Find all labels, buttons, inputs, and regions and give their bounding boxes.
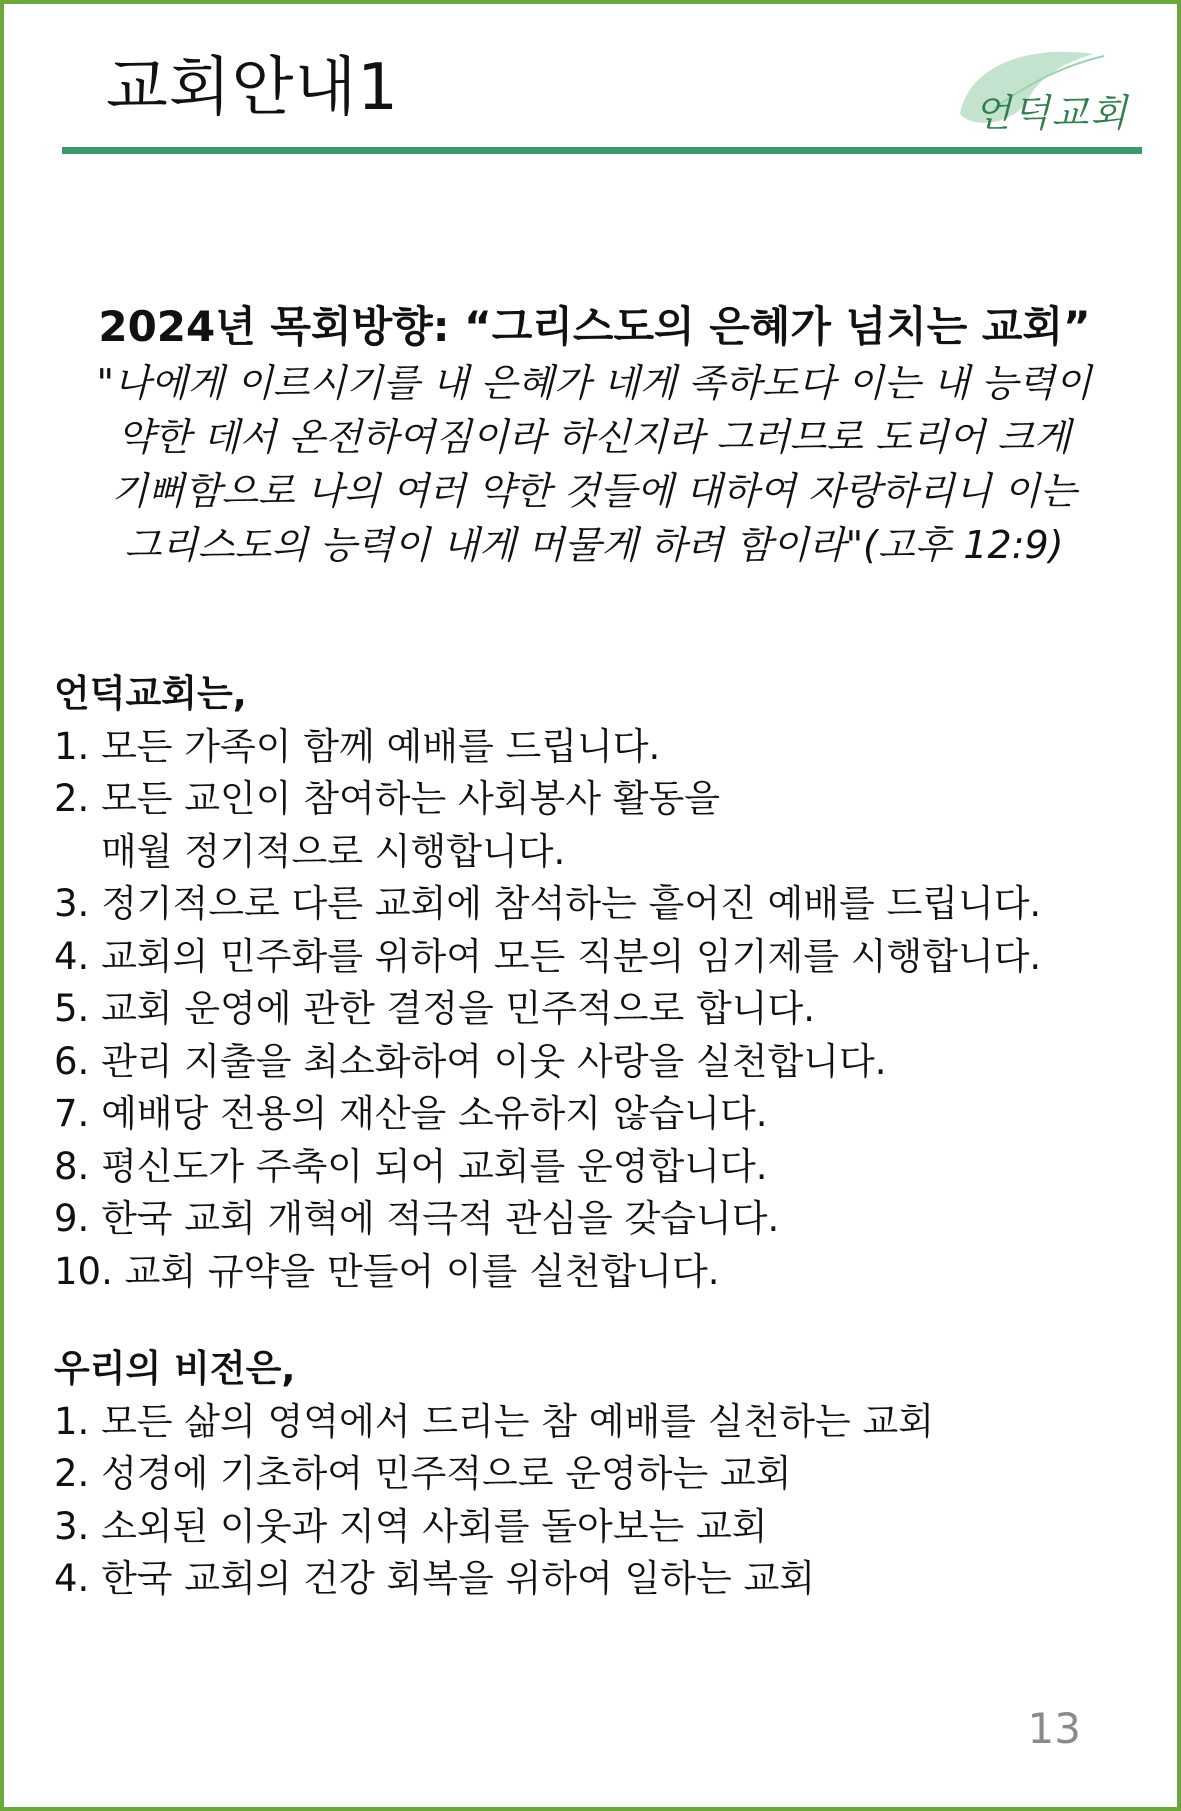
list-item: 2. 모든 교인이 참여하는 사회봉사 활동을: [54, 777, 720, 820]
ministry-motto: 2024년 목회방향: “그리스도의 은혜가 넘치는 교회”: [98, 302, 1091, 351]
list-item: 4. 한국 교회의 건강 회복을 위하여 일하는 교회: [54, 1557, 815, 1600]
section-heading: 우리의 비전은,: [54, 1347, 296, 1390]
list-item: 9. 한국 교회 개혁에 적극적 관심을 갖습니다.: [54, 1197, 780, 1240]
list-item: 3. 소외된 이웃과 지역 사회를 돌아보는 교회: [54, 1504, 768, 1548]
church-vision: [54, 1343, 1154, 1606]
verse-line: 약한 데서 온전하여짐이라 하신지라 그러므로 도리어 크게: [117, 415, 1071, 459]
list-item: 6. 관리 지출을 최소화하여 이웃 사랑을 실천합니다.: [54, 1039, 887, 1083]
list-item: 8. 평신도가 주축이 되어 교회를 운영합니다.: [54, 1144, 768, 1188]
list-item: 1. 모든 삶의 영역에서 드리는 참 예배를 실천하는 교회: [54, 1399, 934, 1443]
list-item: 5. 교회 운영에 관한 결정을 민주적으로 합니다.: [54, 987, 815, 1030]
section-heading: 언덕교회는,: [54, 672, 247, 715]
list-item: 4. 교회의 민주화를 위하여 모든 직분의 임기제를 시행합니다.: [54, 934, 1042, 978]
page-number: 13: [1027, 1704, 1081, 1753]
church-logo: [954, 38, 1150, 138]
list-item: 10. 교회 규약을 만들어 이를 실천합니다.: [54, 1249, 720, 1293]
logo-text: 언덕교회: [974, 91, 1129, 135]
list-item: 2. 성경에 기초하여 민주적으로 운영하는 교회: [54, 1452, 792, 1495]
verse-line: 기뻐함으로 나의 여러 약한 것들에 대하여 자랑하리니 이는: [111, 469, 1077, 513]
list-item: 1. 모든 가족이 함께 예배를 드립니다.: [54, 724, 661, 768]
list-item: 매월 정기적으로 시행합니다.: [54, 829, 566, 873]
verse-line: 그리스도의 능력이 내게 머물게 하려 함이라"(고후 12:9): [124, 523, 1064, 567]
page-title: 교회안내1: [106, 51, 400, 125]
list-item: 3. 정기적으로 다른 교회에 참석하는 흩어진 예배를 드립니다.: [54, 882, 1042, 925]
list-item: 7. 예배당 전용의 재산을 소유하지 않습니다.: [54, 1092, 768, 1135]
verse-line: "나에게 이르시기를 내 은혜가 네게 족하도다 이는 내 능력이: [96, 361, 1092, 405]
church-principles: [54, 668, 1154, 1298]
scripture-verse: [74, 356, 1114, 572]
title-divider: [62, 147, 1142, 154]
